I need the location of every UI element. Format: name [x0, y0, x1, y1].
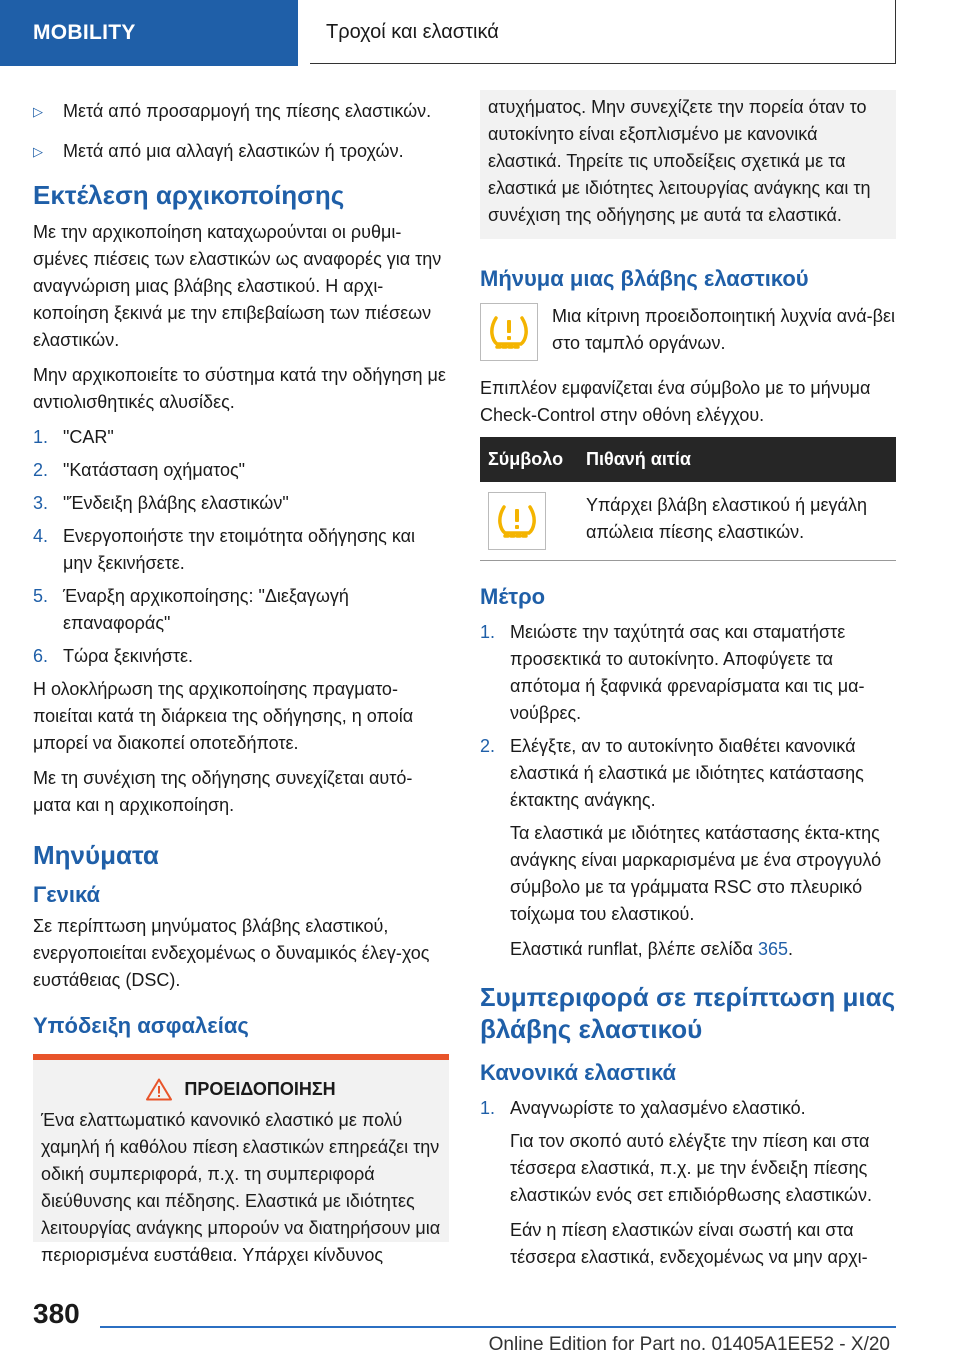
- warning-label: ΠΡΟΕΙΔΟΠΟΙΗΣΗ: [184, 1079, 336, 1099]
- step-number: 1.: [33, 427, 49, 447]
- paragraph: [480, 936, 896, 963]
- warning-text: Ένα ελαττωματικό κανονικό ελαστικό με πολύ χαμηλή ή καθόλου πίεση ελαστικών επηρεάζει την οδική συμπεριφορά, π.χ. τη συμπεριφορά διεύθυνσης και πέδησης. Ελαστικά με ιδιότητες λειτουργίας ανάγκης μπορούν να διατηρήσουν μια περιορισμένα ευστάθεια. Υπάρχει κίνδυνος: [41, 1110, 441, 1265]
- warning-title: [41, 1076, 441, 1103]
- runflat-text-end: .: [788, 939, 794, 959]
- page-header: [0, 0, 960, 66]
- right-column: [480, 98, 896, 1279]
- heading-safety-note: Υπόδειξη ασφαλείας: [33, 1013, 249, 1038]
- step-number: 4.: [33, 526, 49, 546]
- page-number: 380: [33, 1298, 80, 1329]
- edition-note: Online Edition for Part no. 01405A1EE52 - X/20: [488, 1334, 890, 1355]
- step-number: 1.: [480, 1098, 496, 1118]
- paragraph: Για τον σκοπό αυτό ελέγξτε την πίεση και στα τέσσερα ελαστικά, π.χ. με την ένδειξη πίεσης ελαστικών ενός σετ επιδιόρθωσης ελαστικών.: [510, 1131, 872, 1205]
- lamp-row: [480, 303, 896, 361]
- table-row: [480, 482, 896, 561]
- heading-initialization: Εκτέλεση αρχικοποίησης: [33, 180, 345, 210]
- table-cell-symbol: [480, 482, 578, 561]
- step-number: 5.: [33, 586, 49, 606]
- step-text: Τώρα ξεκινήστε.: [63, 646, 194, 666]
- runflat-text: Ελαστικά runflat, βλέπε σελίδα: [510, 939, 758, 959]
- lamp-text: Μια κίτρινη προειδοποιητική λυχνία ανά-βει στο ταμπλό οργάνων.: [552, 306, 895, 353]
- step-text: Ελέγξτε, αν το αυτοκίνητο διαθέτει κανονικά ελαστικά ή ελαστικά με ιδιότητες κατάστασης έκτακτης ανάγκης.: [510, 736, 864, 810]
- step-text: Αναγνωρίστε το χαλασμένο ελαστικό.: [510, 1098, 806, 1118]
- step-number: 2.: [33, 460, 49, 480]
- step-text: Ενεργοποιήστε την ετοιμότητα οδήγησης και μην ξεκινήσετε.: [63, 526, 416, 573]
- symbol-table: [480, 437, 896, 561]
- warning-text: ατυχήματος. Μην συνεχίζετε την πορεία όταν το αυτοκίνητο είναι εξοπλισμένο με κανονικά ελαστικά. Τηρείτε τις υποδείξεις σχετικά με τα ελαστικά με ιδιότητες λειτουργίας ανάγκης και τη συνέχιση της οδήγησης με αυτά τα ελαστικά.: [488, 97, 871, 225]
- heading-measure: Μέτρο: [480, 584, 546, 609]
- paragraph: Εάν η πίεση ελαστικών είναι σωστή και στα τέσσερα ελαστικά, ενδεχομένως να μην αρχι-: [510, 1220, 868, 1267]
- paragraph: Η ολοκλήρωση της αρχικοποίησης πραγματο-ποιείται κατά τη διάρκεια της οδήγησης, η οποία μπορεί να διακοπεί οποτεδήποτε.: [33, 679, 414, 753]
- table-header-cause: Πιθανή αιτία: [578, 437, 896, 482]
- paragraph: Τα ελαστικά με ιδιότητες κατάστασης έκτα-κτης ανάγκης είναι μαρκαρισμένα με ένα στρογγυλό σύμβολο με τα γράμματα RSC στο πλευρικό τοίχωμα του ελαστικού.: [510, 823, 882, 924]
- heading-behavior: Συμπεριφορά σε περίπτωση μιας βλάβης ελαστικού: [480, 982, 896, 1044]
- tire-pressure-warning-icon: [480, 303, 538, 361]
- bullet-text: Μετά από μια αλλαγή ελαστικών ή τροχών.: [63, 141, 404, 161]
- warning-box: [33, 1054, 449, 1265]
- behavior-steps: [480, 1095, 896, 1122]
- warning-box-continued: [480, 90, 896, 239]
- tire-pressure-warning-icon: [488, 492, 546, 550]
- paragraph: Με την αρχικοποίηση καταχωρούνται οι ρυθμι-σμένες πιέσεις των ελαστικών ως αναφορές για την αναγνώριση μιας βλάβης ελαστικού. Η αρχι-κοποίηση ξεκινά με την επιβεβαίωση των πιέσεων ελαστικών.: [33, 222, 442, 350]
- step-number: 2.: [480, 736, 496, 756]
- page-link[interactable]: 365: [757, 939, 789, 959]
- bullet-text: Μετά από προσαρμογή της πίεσης ελαστικών.: [63, 101, 432, 121]
- heading-normal-tires: Κανονικά ελαστικά: [480, 1060, 677, 1085]
- list-item: [33, 98, 449, 125]
- list-item: [33, 138, 449, 165]
- left-column: [33, 98, 449, 1265]
- list-item: [33, 643, 449, 670]
- list-item: [33, 583, 449, 637]
- chapter-title: Τροχοί και ελαστικά: [310, 0, 896, 64]
- table-cell-cause: Υπάρχει βλάβη ελαστικού ή μεγάλη απώλεια πίεσης ελαστικών.: [578, 482, 896, 561]
- step-text: "Κατάσταση οχήματος": [63, 460, 246, 480]
- warning-triangle-icon: [146, 1078, 172, 1101]
- paragraph: Μην αρχικοποιείτε το σύστημα κατά την οδήγηση με αντιολισθητικές αλυσίδες.: [33, 365, 446, 412]
- triangle-bullet-icon: ▷: [33, 144, 43, 159]
- step-number: 1.: [480, 622, 496, 642]
- step-text: "CAR": [63, 427, 114, 447]
- table-header-symbol: Σύμβολο: [480, 437, 578, 482]
- step-text: Έναρξη αρχικοποίησης: "Διεξαγωγή επαναφοράς": [63, 586, 349, 633]
- init-steps: [33, 424, 449, 670]
- measure-steps: [480, 619, 896, 814]
- list-item: [480, 733, 896, 814]
- step-text: "Ένδειξη βλάβης ελαστικών": [63, 493, 289, 513]
- footer-divider: [100, 1326, 896, 1328]
- list-item: [33, 490, 449, 517]
- section-tab: MOBILITY: [0, 0, 298, 66]
- list-item: [33, 457, 449, 484]
- paragraph: Επιπλέον εμφανίζεται ένα σύμβολο με το μήνυμα Check-Control στην οθόνη ελέγχου.: [480, 378, 871, 425]
- paragraph: Με τη συνέχιση της οδήγησης συνεχίζεται αυτό-ματα και η αρχικοποίηση.: [33, 768, 413, 815]
- heading-messages: Μηνύματα: [33, 840, 159, 870]
- list-item: [480, 619, 896, 727]
- heading-tire-fault-message: Μήνυμα μιας βλάβης ελαστικού: [480, 266, 809, 291]
- list-item: [480, 1095, 896, 1122]
- paragraph: Σε περίπτωση μηνύματος βλάβης ελαστικού, ενεργοποιείται ενδεχομένως ο δυναμικός έλεγ-χος ευστάθειας (DSC).: [33, 916, 430, 990]
- list-item: [33, 523, 449, 577]
- step-number: 6.: [33, 646, 49, 666]
- heading-general: Γενικά: [33, 882, 101, 907]
- step-text: Μειώστε την ταχύτητά σας και σταματήστε προσεκτικά το αυτοκίνητο. Αποφύγετε τα απότομα ή ξαφνικά φρεναρίσματα και τις μα-νούβρες.: [510, 622, 865, 723]
- step-number: 3.: [33, 493, 49, 513]
- list-item: [33, 424, 449, 451]
- triangle-bullet-icon: ▷: [33, 104, 43, 119]
